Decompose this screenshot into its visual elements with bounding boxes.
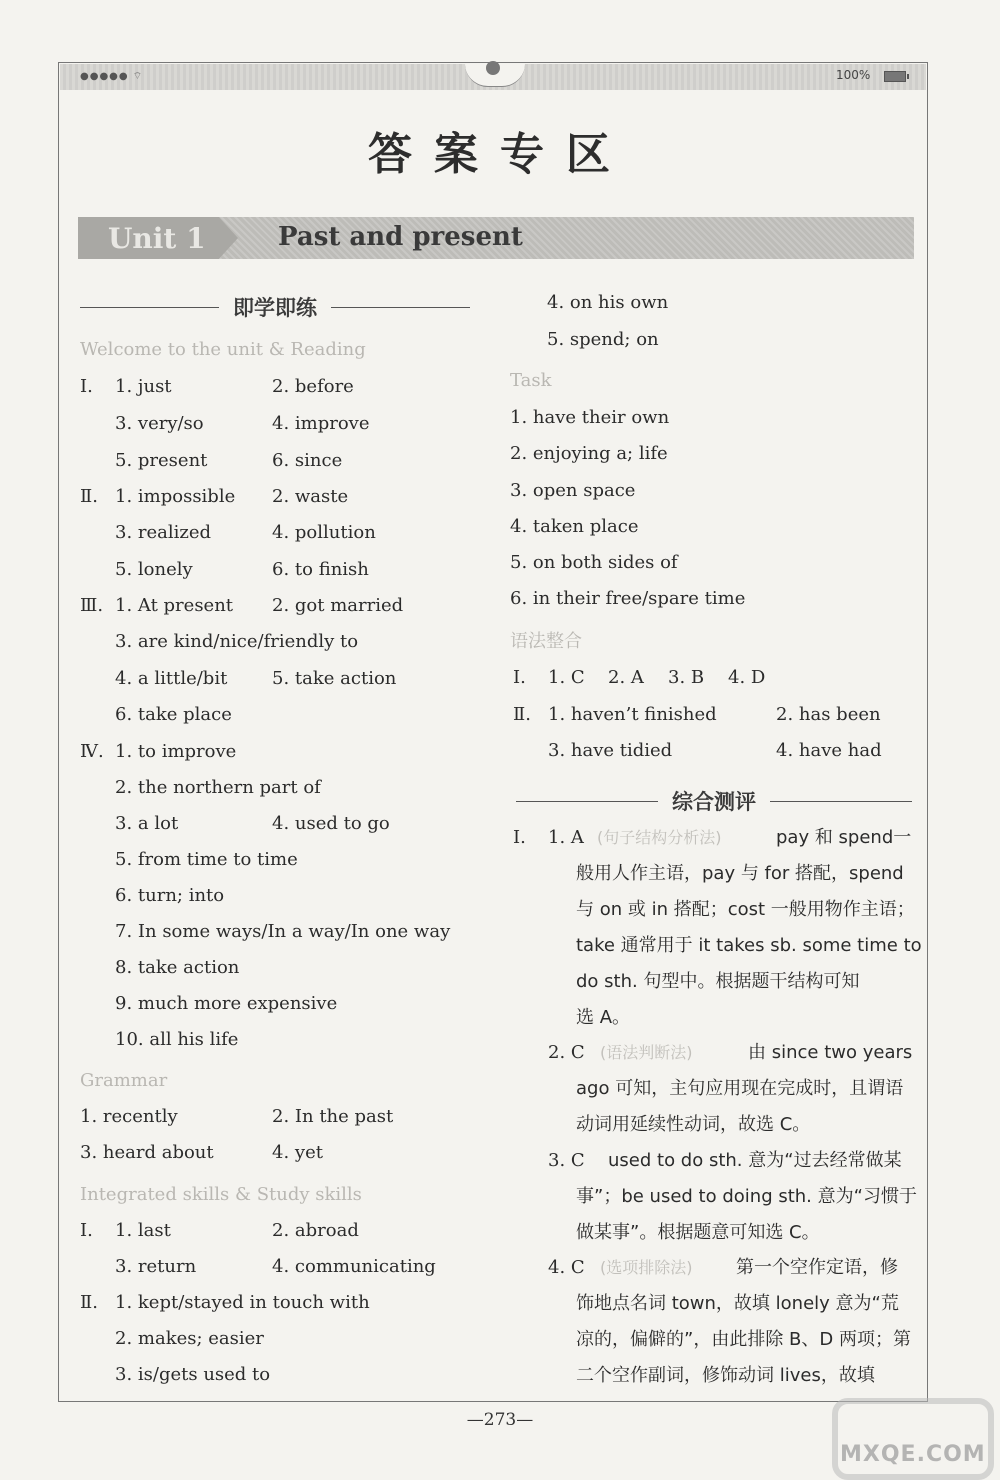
subheading-task: Task [510,370,552,391]
page-number: —273— [466,1410,534,1430]
answer-item: 2. In the past [272,1106,394,1127]
answer-item: 3. realized [115,522,212,543]
answer-item: 3. are kind/nice/friendly to [115,631,359,652]
answer-item: 4. have had [776,740,882,761]
explanation-line: ago 可知，主句应用现在完成时，且谓语 [576,1078,904,1099]
method-tag: (句子结构分析法) [597,828,722,847]
roman-numeral: Ⅱ. [513,704,531,725]
explanation-line: 第一个空作定语，修 [736,1257,898,1278]
answer-item: 2. waste [272,486,349,507]
watermark-text: MXQE.COM [840,1442,986,1467]
camera-icon [486,61,500,75]
answer-item: 1. kept/stayed in touch with [115,1292,370,1313]
answer-item: 2. abroad [272,1220,359,1241]
answer-item: 1. just [115,376,172,397]
answer-item: 5. spend; on [547,329,659,350]
roman-numeral: Ⅰ. [80,1220,93,1241]
section-heading-practice: 即学即练 [80,292,470,322]
battery-level: 100% [836,68,871,82]
answer-item: 5. take action [272,668,397,689]
subheading-integrated-skills: Integrated skills & Study skills [80,1184,362,1205]
explanation-line: take 通常用于 it takes sb. some time to [576,935,922,956]
explanation-line: 二个空作副词，修饰动词 lives，故填 [576,1365,875,1386]
answer-item: 1. last [115,1220,171,1241]
explanation-line: do sth. 句型中。根据题干结构可知 [576,971,860,992]
answer-item: 1. haven’t finished [548,704,717,725]
answer-item: 1. At present [115,595,234,616]
subheading-grammar-integration: 语法整合 [510,631,582,652]
question-label: 3. C [548,1150,585,1171]
answer-item: 5. present [115,450,208,471]
question-label: 1. A [548,827,584,848]
answer-item: 4. a little/bit [115,668,228,689]
explanation-line: 凉的，偏僻的”，由此排除 B、D 两项；第 [576,1329,911,1350]
answer-item: 10. all his life [115,1029,239,1050]
answer-item: 3. a lot [115,813,179,834]
answer-item: 6. since [272,450,343,471]
answer-item: 4. pollution [272,522,376,543]
answer-item: 3. heard about [80,1142,214,1163]
answer-item: 4. D [728,667,766,688]
answer-item: 3. very/so [115,413,204,434]
explanation-line: 与 on 或 in 搭配；cost 一般用物作主语； [576,899,915,920]
answer-item: 1. recently [80,1106,178,1127]
question-label: 4. C [548,1257,585,1278]
roman-numeral: Ⅰ. [80,376,93,397]
roman-numeral: Ⅱ. [80,486,98,507]
explanation-line: 饰地点名词 town，故填 lonely 意为“荒 [576,1293,899,1314]
answer-item: 5. lonely [115,559,193,580]
answer-item: 1. impossible [115,486,236,507]
answer-item: 4. improve [272,413,370,434]
unit-label: Unit 1 [108,222,206,255]
answer-item: 4. on his own [547,292,669,313]
method-tag: (语法判断法) [600,1043,693,1062]
method-tag: (选项排除法) [600,1258,693,1277]
explanation-line: 由 since two years [748,1042,913,1063]
roman-numeral: Ⅳ. [80,741,104,762]
answer-item: 2. enjoying a; life [510,443,668,464]
answer-item: 4. taken place [510,516,639,537]
answer-item: 5. from time to time [115,849,298,870]
explanation-line: used to do sth. 意为“过去经常做某 [608,1150,902,1171]
answer-item: 6. take place [115,704,232,725]
answer-item: 2. A [608,667,644,688]
roman-numeral: Ⅱ. [80,1292,98,1313]
answer-item: 1. have their own [510,407,670,428]
answer-item: 2. before [272,376,354,397]
explanation-line: 选 A。 [576,1007,631,1028]
answer-item: 4. yet [272,1142,323,1163]
answer-item: 9. much more expensive [115,993,338,1014]
explanation-line: 做某事”。根据题意可知选 C。 [576,1222,820,1243]
answer-item: 5. on both sides of [510,552,678,573]
answer-item: 2. got married [272,595,404,616]
explanation-line: 动词用延续性动词，故选 C。 [576,1114,811,1135]
answer-item: 1. to improve [115,741,237,762]
explanation-line: pay 和 spend一 [776,827,912,848]
page-title: 答案专区 [368,129,632,180]
answer-item: 7. In some ways/In a way/In one way [115,921,451,942]
explanation-line: 事”；be used to doing sth. 意为“习惯于 [576,1186,917,1207]
answer-item: 8. take action [115,957,240,978]
answer-item: 1. C [548,667,585,688]
answer-item: 6. turn; into [115,885,225,906]
answer-item: 3. B [668,667,705,688]
answer-item: 3. is/gets used to [115,1364,271,1385]
answer-item: 3. return [115,1256,197,1277]
answer-item: 3. have tidied [548,740,673,761]
subheading-welcome: Welcome to the unit & Reading [80,339,366,360]
roman-numeral: Ⅲ. [80,595,104,616]
section-heading-comprehensive-test: 综合测评 [516,786,912,816]
subheading-grammar: Grammar [80,1070,168,1091]
answer-item: 4. used to go [272,813,390,834]
explanation-line: 般用人作主语，pay 与 for 搭配，spend [576,863,904,884]
answer-item: 3. open space [510,480,636,501]
roman-numeral: Ⅰ. [513,827,526,848]
watermark-logo-icon [832,1398,994,1480]
answer-item: 2. makes; easier [115,1328,264,1349]
battery-icon [884,71,906,82]
unit-title: Past and present [278,222,523,252]
signal-icon: ●●●●● ⌔ [80,71,144,82]
answer-item: 4. communicating [272,1256,436,1277]
answer-item: 2. has been [776,704,881,725]
answer-item: 2. the northern part of [115,777,321,798]
answer-item: 6. in their free/spare time [510,588,746,609]
question-label: 2. C [548,1042,585,1063]
roman-numeral: Ⅰ. [513,667,526,688]
answer-item: 6. to finish [272,559,369,580]
